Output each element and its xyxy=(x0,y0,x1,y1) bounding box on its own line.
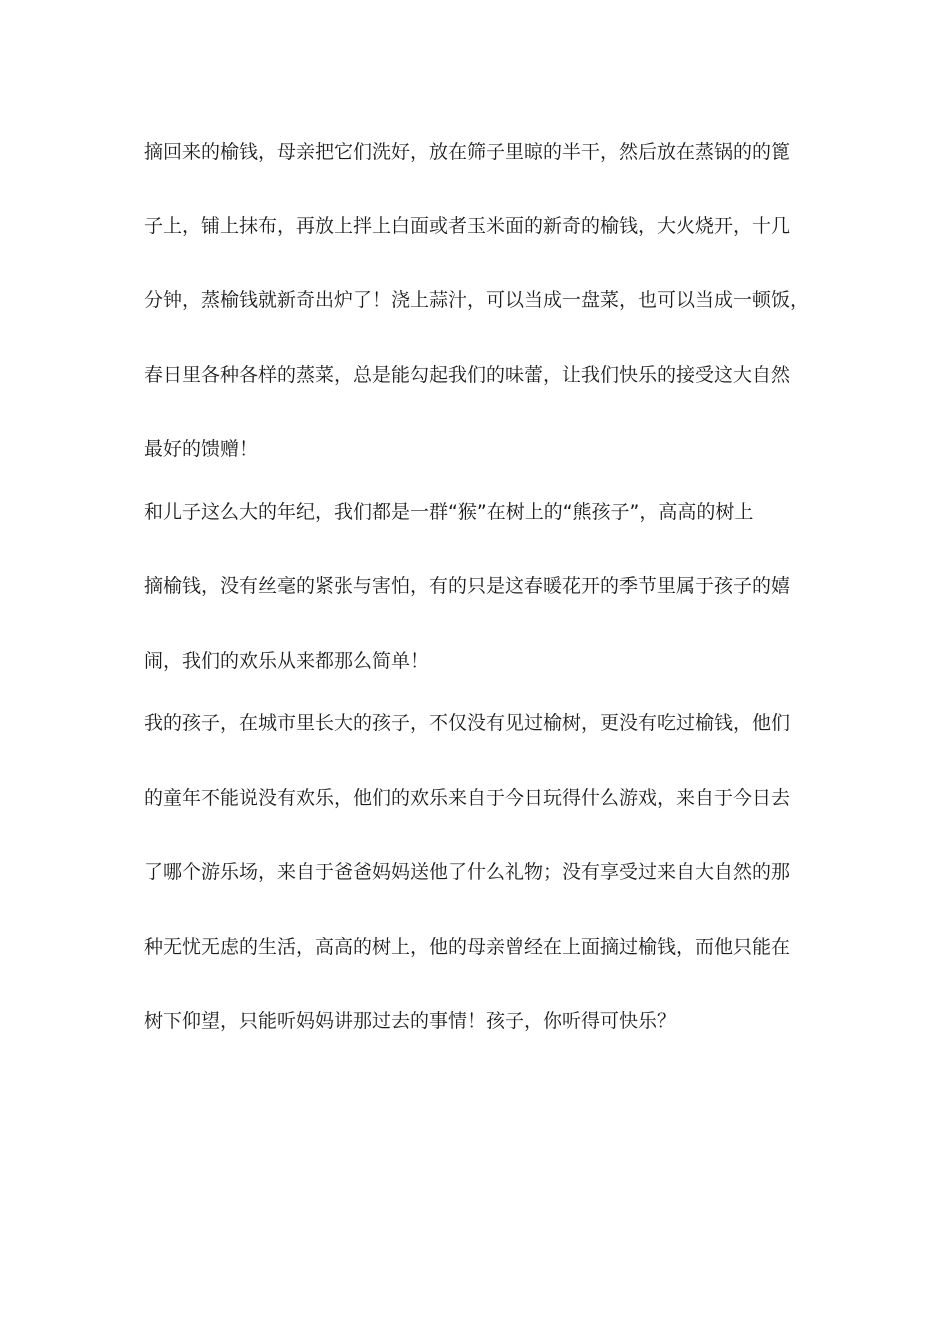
text-line: 最好的馈赠！ xyxy=(144,438,259,460)
text-line: 种无忧无虑的生活，高高的树上，他的母亲曾经在上面摘过榆钱，而他只能在 xyxy=(144,936,791,958)
text-line: 分钟，蒸榆钱就新奇出炉了！浇上蒜汁，可以当成一盘菜，也可以当成一顿饭， xyxy=(144,289,810,311)
text-line: 和儿子这么大的年纪，我们都是一群“猴”在树上的“熊孩子”，高高的树上 xyxy=(144,501,754,523)
text-line: 摘榆钱，没有丝毫的紧张与害怕，有的只是这春暖花开的季节里属于孩子的嬉 xyxy=(144,575,791,597)
text-line: 子上，铺上抹布，再放上拌上白面或者玉米面的新奇的榆钱，大火烧开，十几 xyxy=(144,215,791,237)
text-line: 摘回来的榆钱，母亲把它们洗好，放在筛子里晾的半干，然后放在蒸锅的的篦 xyxy=(144,141,791,163)
text-line: 的童年不能说没有欢乐，他们的欢乐来自于今日玩得什么游戏，来自于今日去 xyxy=(144,787,791,809)
text-line: 树下仰望，只能听妈妈讲那过去的事情！孩子，你听得可快乐？ xyxy=(144,1010,677,1032)
text-line: 春日里各种各样的蒸菜，总是能勾起我们的味蕾，让我们快乐的接受这大自然 xyxy=(144,364,791,386)
text-line: 我的孩子，在城市里长大的孩子，不仅没有见过榆树，更没有吃过榆钱，他们 xyxy=(144,712,791,734)
text-line: 闹，我们的欢乐从来都那么简单！ xyxy=(144,650,430,672)
text-line: 了哪个游乐场，来自于爸爸妈妈送他了什么礼物；没有享受过来自大自然的那 xyxy=(144,861,791,883)
